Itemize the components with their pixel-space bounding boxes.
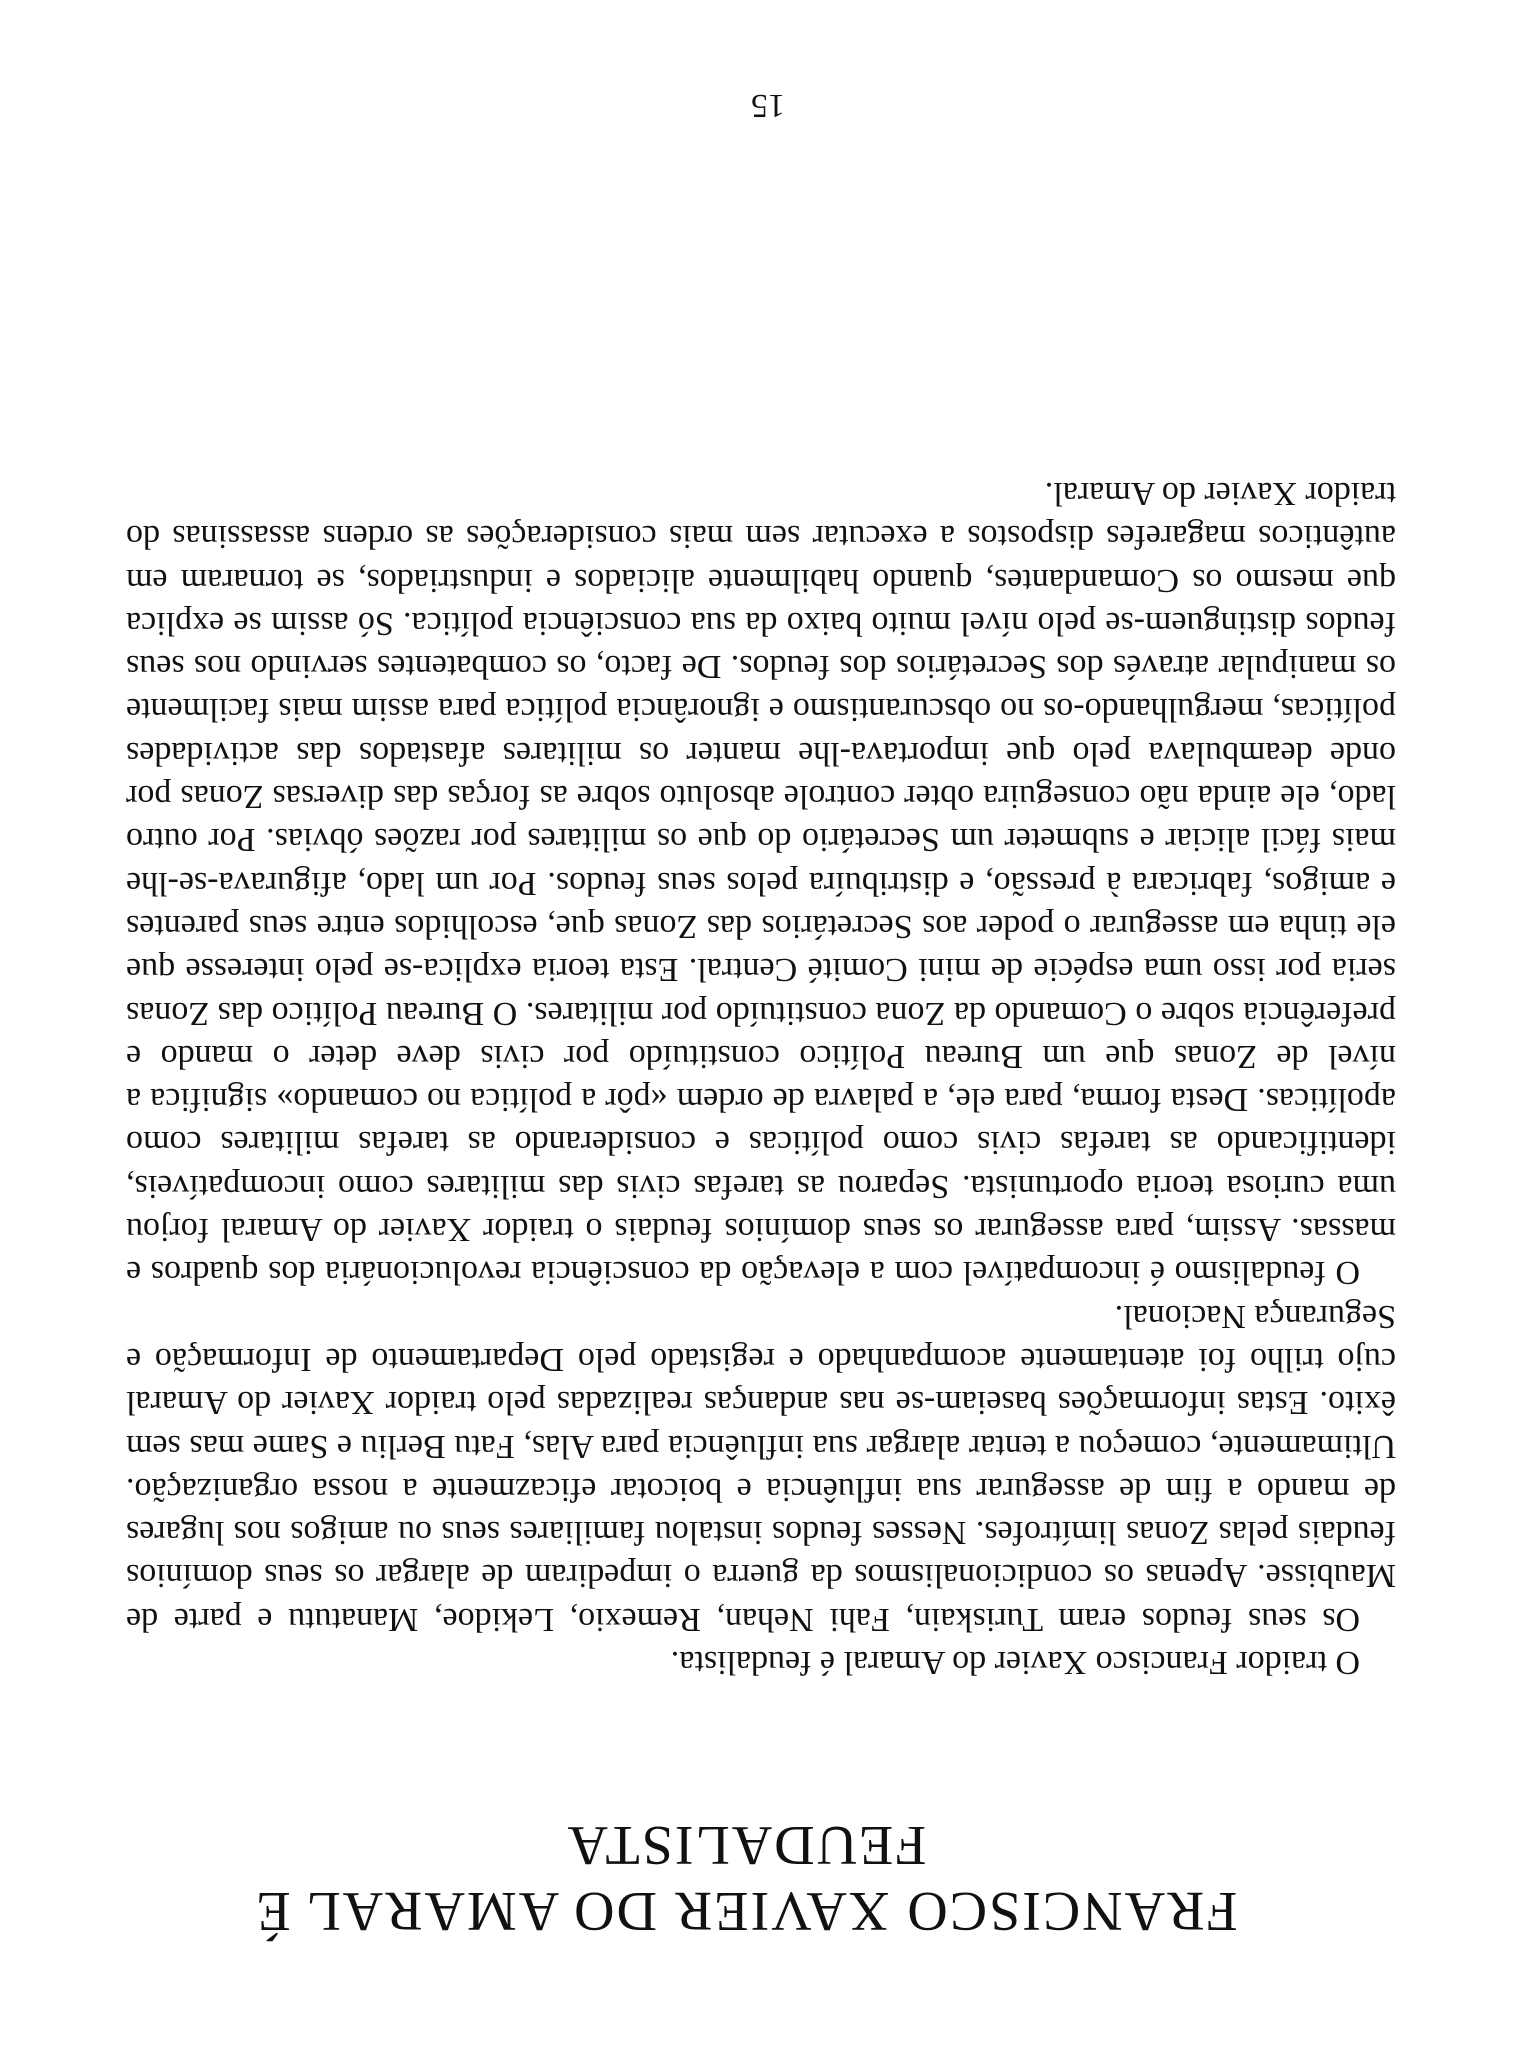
paragraph: O traidor Francisco Xavier do Amaral é feudalista. [670, 1644, 1360, 1681]
title-line-2: FEUDALISTA [565, 1814, 927, 1876]
body-text [126, 472, 1396, 1684]
title-line-1: FRANCISCO XAVIER DO AMARAL É [254, 1880, 1238, 1942]
page-title [196, 1812, 1296, 1944]
paragraph: O feudalismo é incompatível com a elevação da consciência revolucionária dos quadros e massas. Assim, para assegurar os seus domínios feudais o traidor Xavier do Amaral forjou uma curiosa teoria oportunista. Separou as tarefas civis das militares como incompatíveis, identificando as tarefas civis como políticas e considerando as tarefas militares como apolíticas. Desta forma, para ele, a palavra de ordem «pôr a política no comando» significa a nível de Zonas que um Bureau Político constituído por civis deve deter o mando e preferência sobre o Comando da Zona constituído por militares. O Bureau Político das Zonas seria por isso uma espécie de mini Comité Central. Esta teoria explica-se pelo interesse que ele tinha em assegurar o poder aos Secretários das Zonas que, escolhidos entre seus parentes e amigos, fabricara à pressão, e distribuíra pelos seus feudos. Por um lado, afigurava-se-lhe mais fácil aliciar e submeter um Secretário do que os militares por razões óbvias. Por outro lado, ele ainda não conseguira obter controle absoluto sobre as forças das diversas Zonas por onde deambulava pelo que importava-lhe manter os militares afastados das actividades políticas, mergulhando-os no obscurantismo e ignorância política para assim mais facilmente os manipular através dos Secretários dos feudos. De facto, os combatentes servindo nos seus feudos distinguem-se pelo nível muito baixo da sua consciência política. Só assim se explica que mesmo os Comandantes, quando habilmente aliciados e industriados, se tornaram em autênticos magarefes dispostos a executar sem mais considerações as ordens assassinas do traidor Xavier do Amaral. [126, 474, 1396, 1292]
page-number: 15 [751, 87, 785, 124]
paragraph: Os seus feudos eram Turiskain, Fahi Nehan, Remexio, Lekidoe, Manatutu e parte de Maubisse. Apenas os condicionalismos da guerra o impediram de alargar os seus domínios feudais pelas Zonas limítrofes. Nesses feudos instalou familiares seus ou amigos nos lugares de mando a fim de assegurar sua influência e boicotar eficazmente a nossa organização. Ultimamente, começou a tentar alargar sua influência para Alas, Fatu Berliu e Same mas sem êxito. Estas informações baseiam-se nas andanças realizadas pelo traidor Xavier do Amaral cujo trilho foi atentamente acompanhado e registado pelo Departamento de Informação e Segurança Nacional. [126, 1297, 1396, 1638]
